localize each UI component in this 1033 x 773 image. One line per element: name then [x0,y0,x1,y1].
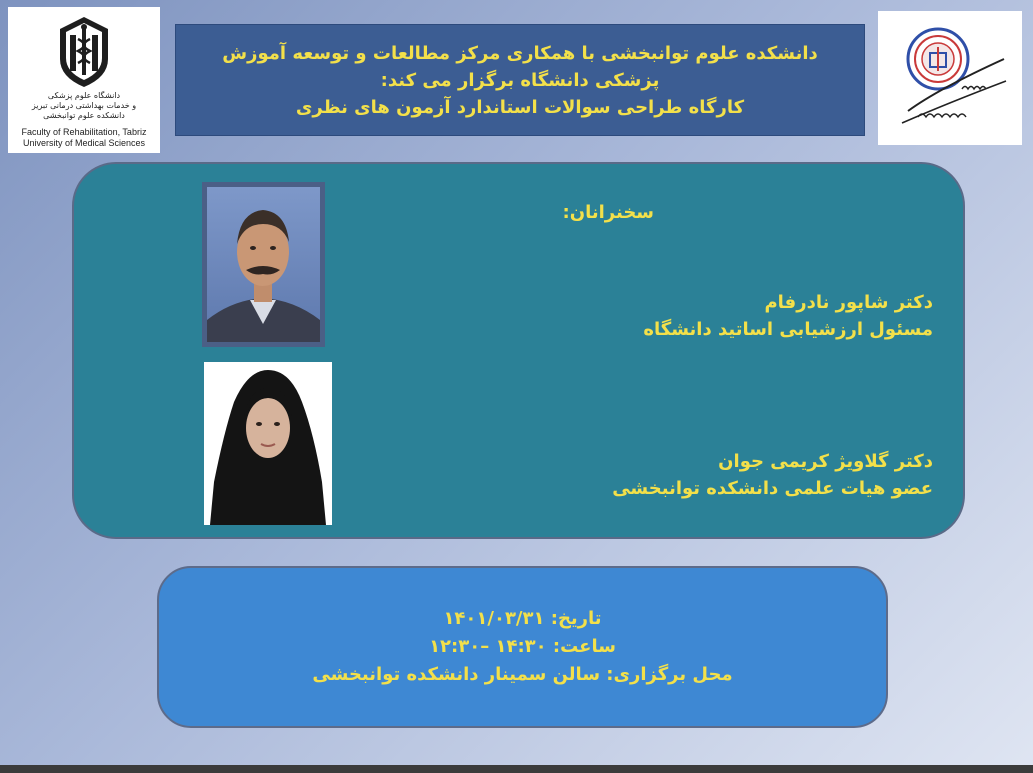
speakers-panel [72,162,965,539]
speakers-heading: سخنرانان: [562,202,654,223]
title-line-2: پزشکی دانشگاه برگزار می کند: [380,69,660,91]
edc-emblem-icon [888,19,1012,137]
university-emblem-icon [56,15,112,89]
speaker-2 [373,448,933,502]
speaker-photo-2 [204,362,332,525]
university-name-fa-line: و خدمات بهداشتی درمانی تبریز [31,101,137,110]
university-name-fa-line: دانشکده علوم توانبخشی [43,111,125,120]
male-portrait-icon [202,182,325,347]
university-name-fa [12,91,156,121]
bottom-strip [0,765,1033,773]
event-details-panel [157,566,888,728]
speaker-2-role: عضو هیات علمی دانشکده توانبخشی [612,478,933,499]
workshop-title-banner [175,24,865,136]
university-name-en-line: University of Medical Sciences [22,138,146,148]
university-name-en [12,127,156,149]
female-portrait-icon [204,362,332,525]
university-name-fa-line: دانشگاه علوم پزشکی [47,91,121,100]
speaker-photo-1 [202,182,325,347]
event-time: ساعت: ۱۴:۳۰ –۱۲:۳۰ [429,636,616,657]
speaker-1 [373,289,933,343]
title-line-3: کارگاه طراحی سوالات استاندارد آزمون های نظری [295,96,745,118]
title-line-1: دانشکده علوم توانبخشی با همکاری مرکز مطالعات و توسعه آموزش [222,42,818,64]
speaker-1-role: مسئول ارزشیابی اساتید دانشگاه [643,319,933,340]
edc-logo [878,11,1022,145]
speaker-2-name: دکتر گلاویژ کریمی جوان [718,451,933,472]
university-name-en-line: Faculty of Rehabilitation, Tabriz [21,127,147,137]
event-date: تاریخ: ۱۴۰۱/۰۳/۳۱ [443,608,602,629]
event-venue: محل برگزاری: سالن سمینار دانشکده توانبخشی [312,664,733,685]
speaker-1-name: دکتر شاپور نادرفام [764,292,933,313]
university-logo [8,7,160,153]
